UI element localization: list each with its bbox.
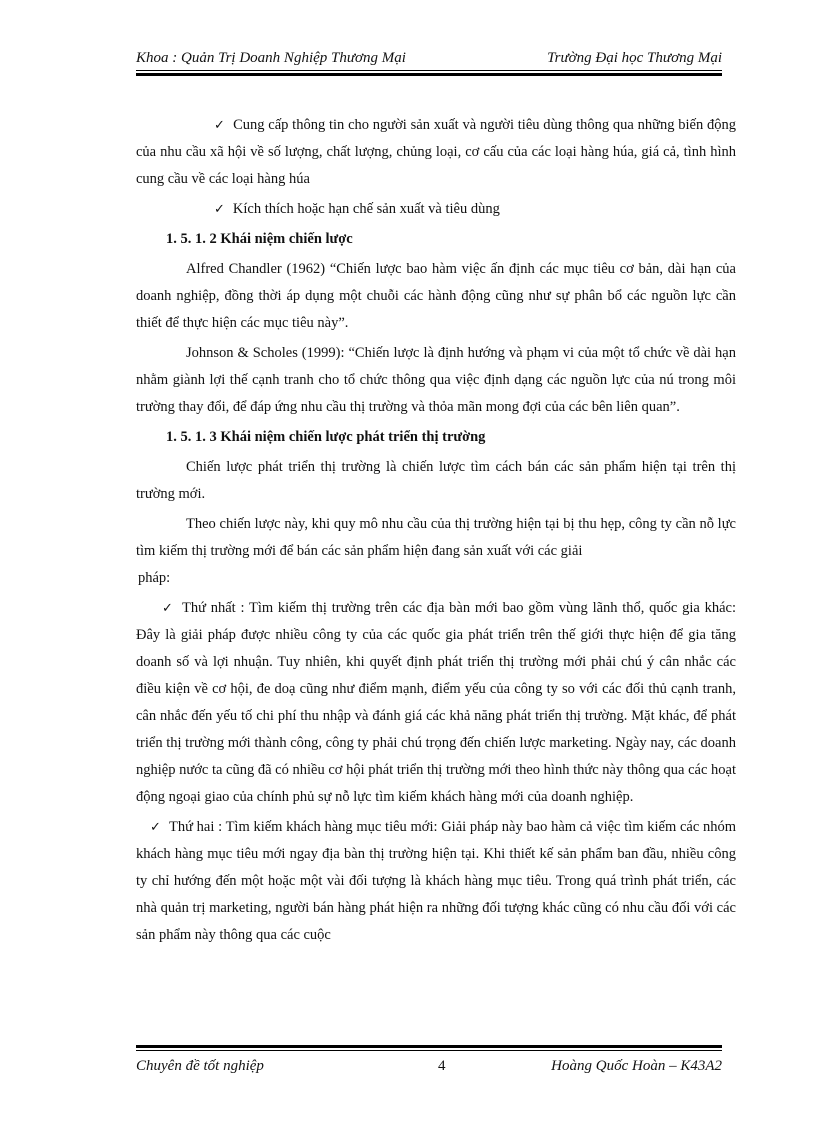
header-rule-thick bbox=[136, 73, 722, 76]
bullet-text: Thứ hai : Tìm kiếm khách hàng mục tiêu mới: Giải pháp này bao hàm cả việc tìm kiếm các nhóm khách hàng mục tiêu mới ngay địa bàn thị trường hiện tại. Khi thiết kế sản phẩm ban đầu, nhiều công ty chỉ hướng đến một hoặc một vài đối tượng là khách hàng mục tiêu. Trong quá trình phát triển, các nhà quản trị marketing, người bán hàng phát hiện ra những đối tượng khác cũng có nhu cầu đối với các sản phẩm này thông qua các cuộc bbox=[136, 819, 736, 943]
bullet-text: Kích thích hoặc hạn chế sản xuất và tiêu dùng bbox=[232, 201, 500, 217]
page-body bbox=[136, 112, 736, 952]
page-number: 4 bbox=[438, 1058, 446, 1074]
paragraph: Alfred Chandler (1962) “Chiến lược bao hàm việc ấn định các mục tiêu cơ bản, dài hạn của doanh nghiệp, đồng thời áp dụng một chuỗi các hành động cũng như sự phân bổ các nguồn lực cần thiết để thực hiện các mục tiêu này”. bbox=[136, 261, 736, 331]
section-heading: 1. 5. 1. 3 Khái niệm chiến lược phát triển thị trường bbox=[166, 429, 486, 445]
footer-rule-thick bbox=[136, 1045, 722, 1048]
paragraph-tail: pháp: bbox=[138, 570, 171, 586]
bullet-item bbox=[136, 112, 736, 193]
bullet-text: Thứ nhất : Tìm kiếm thị trường trên các địa bàn mới bao gồm vùng lãnh thổ, quốc gia khác: Đây là giải pháp được nhiều công ty của các quốc gia phát triển trên thế giới thực hiện để gia tăng doanh số và lợi nhuận. Tuy nhiên, khi quyết định phát triển thị trường mới phải chú ý cân nhắc các điều kiện về cơ hội, đe doạ cũng như điểm mạnh, điểm yếu của công ty so với các đối thủ cạnh tranh, cân nhắc đến yếu tố chi phí thu nhập và đánh giá các khả năng phát triển thị trường. Mặt khác, để phát triển thị trường mới thành công, công ty phải chú trọng đến chiến lược marketing. Ngày nay, các doanh nghiệp nước ta cũng đã có nhiều cơ hội phát triển thị trường mới theo hình thức này thông qua các hoạt động ngoại giao của chính phủ sự nỗ lực tìm kiếm khách hàng mới của doanh nghiệp. bbox=[136, 600, 736, 805]
checkmark-icon: ✓ bbox=[214, 118, 226, 133]
header-faculty: Khoa : Quản Trị Doanh Nghiệp Thương Mại bbox=[136, 50, 406, 66]
bullet-item bbox=[136, 814, 736, 949]
header-rule-thin bbox=[136, 70, 722, 71]
bullet-item bbox=[136, 196, 736, 223]
footer-author: Hoàng Quốc Hoàn – K43A2 bbox=[551, 1058, 722, 1074]
header-university: Trường Đại học Thương Mại bbox=[547, 50, 722, 66]
section-heading: 1. 5. 1. 2 Khái niệm chiến lược bbox=[166, 231, 353, 247]
footer-title: Chuyên đề tốt nghiệp bbox=[136, 1058, 264, 1074]
footer-rule-thin bbox=[136, 1050, 722, 1051]
bullet-item bbox=[136, 595, 736, 811]
paragraph: Theo chiến lược này, khi quy mô nhu cầu của thị trường hiện tại bị thu hẹp, công ty cần nỗ lực tìm kiếm thị trường mới để bán các sản phẩm hiện đang sản xuất với các giải bbox=[136, 516, 736, 559]
checkmark-icon: ✓ bbox=[150, 820, 161, 835]
paragraph: Chiến lược phát triển thị trường là chiến lược tìm cách bán các sản phẩm hiện tại trên thị trường mới. bbox=[136, 459, 736, 502]
paragraph: Johnson & Scholes (1999): “Chiến lược là định hướng và phạm vi của một tổ chức về dài hạn nhằm giành lợi thế cạnh tranh cho tổ chức thông qua việc định dạng các nguồn lực của nú trong môi trường thay đổi, để đáp ứng nhu cầu thị trường và thỏa mãn mong đợi của các bên liên quan”. bbox=[136, 345, 736, 415]
checkmark-icon: ✓ bbox=[214, 202, 225, 217]
page-header bbox=[136, 50, 722, 67]
checkmark-icon: ✓ bbox=[162, 601, 175, 616]
bullet-text: Cung cấp thông tin cho người sản xuất và người tiêu dùng thông qua những biến động của nhu cầu xã hội về số lượng, chất lượng, chủng loại, cơ cấu của các loại hàng húa, giá cả, tình hình cung cầu về các loại hàng húa bbox=[136, 117, 736, 187]
